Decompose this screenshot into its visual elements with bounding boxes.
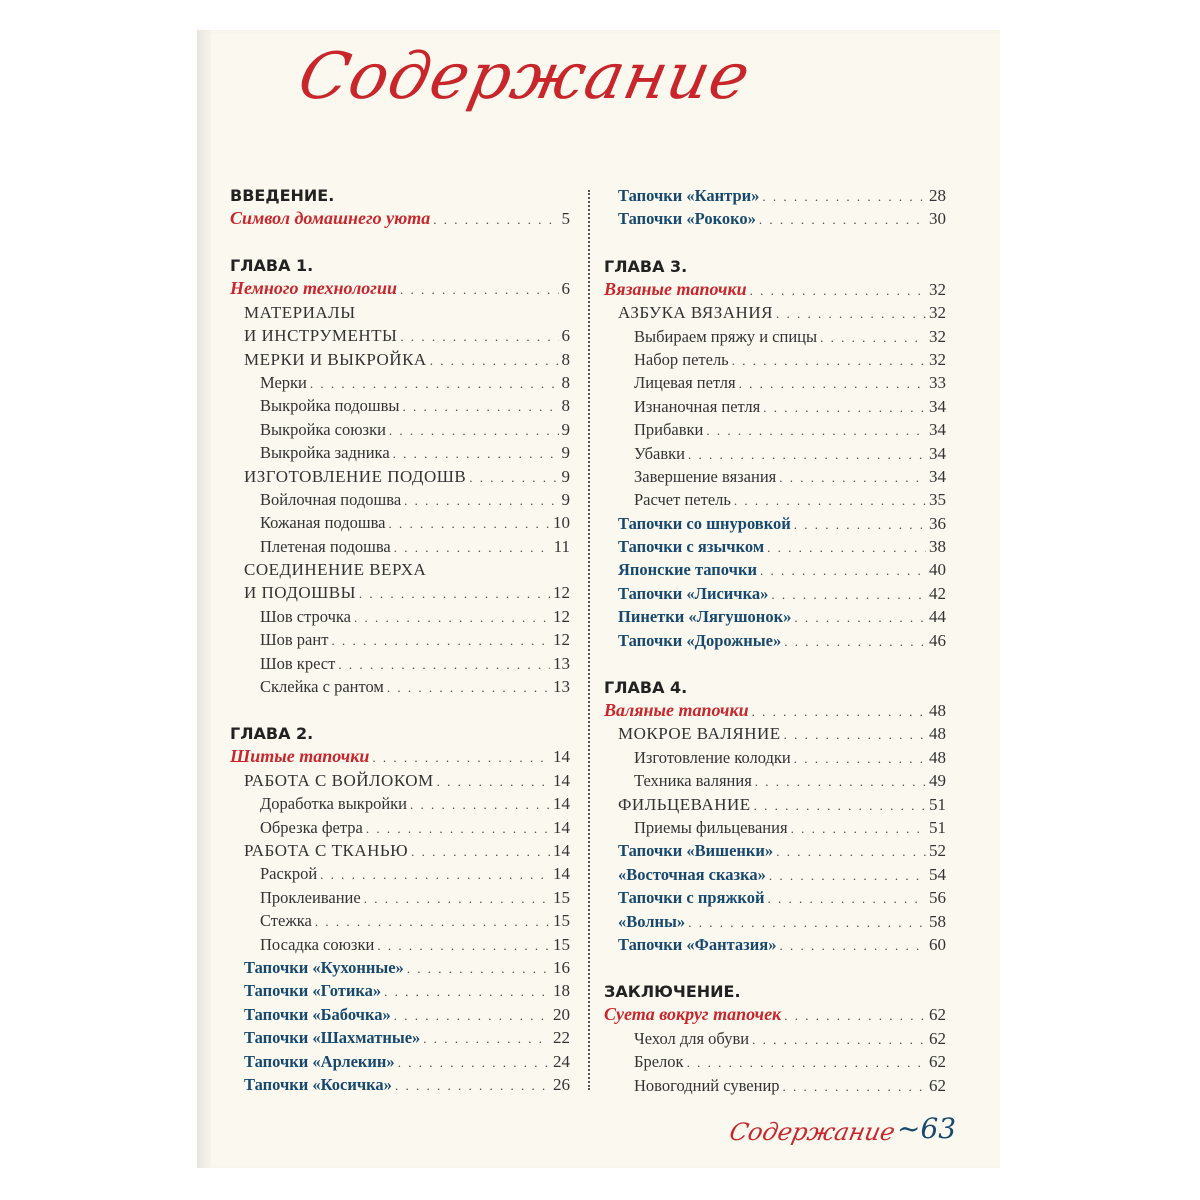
toc-entry[interactable] xyxy=(604,371,946,394)
toc-entry-page: 60 xyxy=(929,934,946,954)
toc-left-column xyxy=(230,184,570,1096)
page-number: ~63 xyxy=(897,1112,957,1145)
toc-entry-title: Изнаночная петля xyxy=(634,396,761,416)
dot-leader xyxy=(469,466,558,489)
toc-entry[interactable] xyxy=(230,628,570,651)
dot-leader xyxy=(687,1051,926,1074)
toc-entry-page: 24 xyxy=(553,1051,570,1071)
toc-entry[interactable] xyxy=(604,933,946,956)
toc-entry[interactable] xyxy=(604,1074,946,1097)
toc-entry-page: 49 xyxy=(929,771,946,791)
dot-leader xyxy=(767,536,926,559)
toc-entry-title: ФИЛЬЦЕВАНИЕ xyxy=(618,794,751,814)
toc-entry-page: 48 xyxy=(929,747,946,767)
toc-entry[interactable] xyxy=(604,839,946,862)
toc-entry[interactable] xyxy=(230,418,570,441)
toc-entry-title: МОКРОЕ ВАЛЯНИЕ xyxy=(618,724,781,744)
toc-entry-title: СОЕДИНЕНИЕ ВЕРХА xyxy=(244,560,427,580)
toc-entry-title: Прибавки xyxy=(634,420,704,440)
toc-entry-page: 20 xyxy=(553,1004,570,1024)
toc-entry[interactable] xyxy=(230,909,570,932)
toc-entry-page: 9 xyxy=(561,489,570,509)
dot-leader xyxy=(331,629,550,652)
dot-leader xyxy=(433,208,558,231)
toc-entry[interactable] xyxy=(604,582,946,605)
toc-entry-title: Шов строчка xyxy=(260,606,352,626)
toc-entry[interactable] xyxy=(230,839,570,862)
toc-entry-page: 32 xyxy=(929,326,946,346)
toc-entry[interactable] xyxy=(604,816,946,839)
toc-entry-title: Лицевая петля xyxy=(634,373,736,393)
toc-entry[interactable] xyxy=(230,652,570,675)
dot-leader xyxy=(437,770,550,793)
toc-entry[interactable] xyxy=(604,605,946,628)
dot-leader xyxy=(794,513,926,536)
dot-leader xyxy=(430,349,559,372)
column-divider xyxy=(588,190,590,1090)
toc-entry-title: Тапочки «Арлекин» xyxy=(244,1051,395,1071)
toc-entry-title: Тапочки «Лисичка» xyxy=(618,583,769,603)
dot-leader xyxy=(315,910,550,933)
toc-entry-page: 34 xyxy=(929,396,946,416)
toc-entry-title: Брелок xyxy=(634,1052,684,1072)
dot-leader xyxy=(784,723,926,746)
toc-entry-title: Склейка с рантом xyxy=(260,677,384,697)
toc-entry-title: Суета вокруг тапочек xyxy=(604,1004,782,1025)
dot-leader xyxy=(388,512,550,535)
toc-entry-page: 14 xyxy=(553,747,570,767)
toc-entry-title: Новогодний сувенир xyxy=(634,1075,780,1095)
toc-entry-title: Символ домашнего уюта xyxy=(230,208,431,228)
toc-entry-page: 28 xyxy=(929,186,946,205)
toc-entry-title: Убавки xyxy=(634,443,685,463)
toc-entry-page: 56 xyxy=(929,888,946,908)
toc-entry-title: Доработка выкройки xyxy=(260,794,408,814)
toc-entry[interactable] xyxy=(604,442,946,465)
toc-entry[interactable] xyxy=(230,886,570,909)
toc-entry-title: Плетеная подошва xyxy=(260,536,391,556)
toc-entry[interactable] xyxy=(230,465,570,488)
toc-entry-title: Вязаные тапочки xyxy=(604,278,747,299)
toc-right-column xyxy=(604,184,946,1097)
toc-entry[interactable] xyxy=(604,395,946,418)
toc-entry-title: Тапочки «Дорожные» xyxy=(618,630,782,650)
toc-entry-title: Проклеивание xyxy=(260,887,361,907)
toc-entry-page: 58 xyxy=(929,911,946,931)
dot-leader xyxy=(734,489,926,512)
toc-entry-title: Шов рант xyxy=(260,630,329,650)
dot-leader xyxy=(769,864,926,887)
toc-entry-title: Посадка союзки xyxy=(260,934,375,954)
toc-entry-title: И ПОДОШВЫ xyxy=(244,583,356,603)
dot-leader xyxy=(411,840,550,863)
chapter-heading: ГЛАВА 3. xyxy=(604,256,688,276)
toc-entry-title: Тапочки с язычком xyxy=(618,537,765,557)
toc-entry[interactable] xyxy=(604,512,946,535)
dot-leader xyxy=(750,279,926,302)
toc-entry-page: 62 xyxy=(929,1052,946,1072)
toc-entry-title: Тапочки «Шахматные» xyxy=(244,1028,421,1048)
toc-entry-title: АЗБУКА ВЯЗАНИЯ xyxy=(618,303,773,323)
toc-entry[interactable] xyxy=(230,745,570,768)
toc-entry-title: Расчет петель xyxy=(634,490,731,510)
dot-leader xyxy=(394,536,551,559)
dot-leader xyxy=(372,746,550,769)
dot-leader xyxy=(389,419,559,442)
toc-entry[interactable] xyxy=(230,862,570,885)
dot-leader xyxy=(400,278,559,301)
toc-entry[interactable] xyxy=(604,488,946,511)
toc-entry-page: 14 xyxy=(553,840,570,860)
toc-entry-title: Обрезка фетра xyxy=(260,817,363,837)
toc-entry-page: 32 xyxy=(929,303,946,323)
toc-entry-title: Тапочки с пряжкой xyxy=(618,888,765,908)
toc-entry-page: 12 xyxy=(553,583,570,603)
toc-entry-page: 34 xyxy=(929,443,946,463)
chapter-heading: ГЛАВА 2. xyxy=(230,724,314,744)
toc-entry[interactable] xyxy=(230,371,570,394)
toc-entry-title: Немного технологии xyxy=(230,278,397,299)
dot-leader xyxy=(759,208,926,231)
dot-leader xyxy=(377,934,550,957)
toc-entry-title: «Волны» xyxy=(618,911,686,931)
dot-leader xyxy=(394,1004,550,1027)
dot-leader xyxy=(752,1028,926,1051)
toc-entry[interactable] xyxy=(230,511,570,534)
dot-leader xyxy=(783,1075,926,1098)
toc-entry[interactable] xyxy=(604,348,946,371)
dot-leader xyxy=(407,957,550,980)
dot-leader xyxy=(404,489,558,512)
dot-leader xyxy=(338,653,550,676)
toc-entry-page: 14 xyxy=(553,817,570,837)
dot-leader xyxy=(395,1074,550,1097)
toc-entry-title: Выкройка задника xyxy=(260,443,390,463)
section-gap xyxy=(604,652,946,676)
toc-entry-page: 32 xyxy=(929,279,946,299)
toc-entry-title: Тапочки со шнуровкой xyxy=(618,513,791,533)
toc-entry[interactable] xyxy=(230,792,570,815)
toc-entry-page: 44 xyxy=(929,607,946,627)
toc-entry-page: 42 xyxy=(929,583,946,603)
toc-entry-page: 6 xyxy=(561,279,570,299)
toc-entry-title: Выкройка подошвы xyxy=(260,396,400,416)
page-binding-edge xyxy=(197,30,211,1168)
toc-entry[interactable] xyxy=(604,722,946,745)
dot-leader xyxy=(760,559,926,582)
toc-entry-page: 12 xyxy=(553,606,570,626)
toc-entry-page: 14 xyxy=(553,770,570,790)
dot-leader xyxy=(771,583,926,606)
toc-entry[interactable] xyxy=(604,746,946,769)
toc-entry-title: Тапочки «Кухонные» xyxy=(244,957,404,977)
dot-leader xyxy=(387,676,550,699)
toc-entry[interactable] xyxy=(230,441,570,464)
toc-entry[interactable] xyxy=(604,886,946,909)
dot-leader xyxy=(754,794,926,817)
toc-entry-title: Пинетки «Лягушонок» xyxy=(618,607,792,627)
toc-entry[interactable] xyxy=(604,910,946,933)
toc-entry[interactable] xyxy=(604,699,946,722)
dot-leader xyxy=(794,606,926,629)
toc-entry[interactable] xyxy=(230,979,570,1002)
toc-entry-page: 48 xyxy=(929,724,946,744)
toc-entry-title: Шитые тапочки xyxy=(230,746,370,767)
page-title: Содержание xyxy=(292,40,757,114)
dot-leader xyxy=(366,817,550,840)
dot-leader xyxy=(763,396,926,419)
toc-entry-page: 36 xyxy=(929,513,946,533)
toc-entry[interactable] xyxy=(230,394,570,417)
toc-entry[interactable] xyxy=(604,465,946,488)
toc-entry-page: 10 xyxy=(553,513,570,533)
section-gap xyxy=(604,231,946,255)
toc-entry[interactable] xyxy=(230,1026,570,1049)
toc-entry-title: Тапочки «Готика» xyxy=(244,981,382,1001)
toc-entry-page: 13 xyxy=(553,677,570,697)
toc-entry[interactable] xyxy=(230,1073,570,1096)
toc-entry[interactable] xyxy=(604,793,946,816)
toc-entry[interactable] xyxy=(604,1027,946,1050)
toc-entry[interactable] xyxy=(230,277,570,300)
toc-entry-title: ИЗГОТОВЛЕНИЕ ПОДОШВ xyxy=(244,466,467,486)
toc-entry[interactable] xyxy=(230,605,570,628)
toc-entry[interactable] xyxy=(604,863,946,886)
toc-entry-page: 14 xyxy=(553,794,570,814)
toc-entry-title: Тапочки «Бабочка» xyxy=(244,1004,391,1024)
toc-entry-title: МАТЕРИАЛЫ xyxy=(244,302,356,322)
toc-entry-page: 16 xyxy=(553,957,570,977)
toc-entry-title: Шов крест xyxy=(260,653,336,673)
dot-leader xyxy=(820,326,926,349)
toc-entry-page: 34 xyxy=(929,466,946,486)
dot-leader xyxy=(393,442,559,465)
dot-leader xyxy=(739,372,926,395)
toc-entry-page: 14 xyxy=(553,864,570,884)
toc-entry-title: Мерки xyxy=(260,372,307,392)
toc-entry-title: Войлочная подошва xyxy=(260,489,402,509)
toc-entry-title: Чехол для обуви xyxy=(634,1028,750,1048)
toc-entry-page: 9 xyxy=(561,443,570,463)
toc-entry[interactable] xyxy=(230,207,570,230)
toc-entry-page: 40 xyxy=(929,560,946,580)
dot-leader xyxy=(410,793,550,816)
toc-entry-page: 26 xyxy=(553,1074,570,1094)
toc-entry-title: Тапочки «Фантазия» xyxy=(618,934,777,954)
dot-leader xyxy=(776,840,926,863)
toc-entry[interactable] xyxy=(604,535,946,558)
toc-entry-title: Выкройка союзки xyxy=(260,419,386,439)
section-gap xyxy=(230,698,570,722)
toc-entry-title: Тапочки «Косичка» xyxy=(244,1074,392,1094)
toc-entry-page: 54 xyxy=(929,864,946,884)
toc-entry-title: РАБОТА С ТКАНЬЮ xyxy=(244,840,409,860)
toc-entry[interactable] xyxy=(230,816,570,839)
dot-leader xyxy=(732,349,926,372)
toc-entry-page: 18 xyxy=(553,981,570,1001)
toc-entry[interactable] xyxy=(604,184,946,207)
dot-leader xyxy=(779,466,926,489)
toc-entry-page: 13 xyxy=(553,653,570,673)
dot-leader xyxy=(784,630,926,653)
toc-entry-page: 30 xyxy=(929,209,946,229)
toc-entry-page: 8 xyxy=(561,372,570,392)
dot-leader xyxy=(403,395,559,418)
chapter-heading: ВВЕДЕНИЕ. xyxy=(230,186,335,205)
dot-leader xyxy=(320,863,550,886)
toc-entry[interactable] xyxy=(230,348,570,371)
toc-entry[interactable] xyxy=(230,1050,570,1073)
toc-entry-page: 62 xyxy=(929,1005,946,1025)
toc-entry[interactable] xyxy=(604,629,946,652)
toc-entry[interactable] xyxy=(230,1003,570,1026)
toc-entry-page: 35 xyxy=(929,490,946,510)
dot-leader xyxy=(310,372,559,395)
toc-entry[interactable] xyxy=(230,535,570,558)
dot-leader xyxy=(762,185,926,208)
toc-entry-title: И ИНСТРУМЕНТЫ xyxy=(244,326,398,346)
dot-leader xyxy=(364,887,550,910)
toc-entry-page: 8 xyxy=(561,396,570,416)
toc-entry-page: 38 xyxy=(929,537,946,557)
toc-entry-title: «Восточная сказка» xyxy=(618,864,766,884)
toc-entry[interactable] xyxy=(230,956,570,979)
toc-entry-page: 62 xyxy=(929,1075,946,1095)
dot-leader xyxy=(794,747,926,770)
toc-entry-page: 9 xyxy=(561,419,570,439)
toc-entry-page: 48 xyxy=(929,701,946,721)
toc-entry[interactable] xyxy=(230,324,570,347)
dot-leader xyxy=(688,443,926,466)
chapter-heading: ГЛАВА 4. xyxy=(604,678,688,698)
toc-entry-page: 34 xyxy=(929,420,946,440)
footer-label: Содержание xyxy=(727,1118,898,1146)
dot-leader xyxy=(755,770,926,793)
toc-entry-title: Изготовление колодки xyxy=(634,747,791,767)
toc-entry[interactable] xyxy=(230,558,570,581)
chapter-heading: ГЛАВА 1. xyxy=(230,256,314,276)
toc-entry-page: 15 xyxy=(553,934,570,954)
toc-entry-title: Тапочки «Рококо» xyxy=(618,209,756,229)
toc-entry-title: Японские тапочки xyxy=(618,560,757,580)
toc-entry-page: 32 xyxy=(929,349,946,369)
dot-leader xyxy=(423,1027,550,1050)
toc-entry-title: РАБОТА С ВОЙЛОКОМ xyxy=(244,770,434,790)
dot-leader xyxy=(398,1051,550,1074)
toc-entry-page: 62 xyxy=(929,1028,946,1048)
toc-entry-page: 52 xyxy=(929,841,946,861)
dot-leader xyxy=(779,934,926,957)
toc-entry-title: Выбираем пряжу и спицы xyxy=(634,326,818,346)
toc-entry[interactable] xyxy=(230,675,570,698)
toc-entry[interactable] xyxy=(604,278,946,301)
toc-entry-page: 8 xyxy=(561,349,570,369)
toc-entry-page: 9 xyxy=(561,466,570,486)
toc-entry[interactable] xyxy=(604,1003,946,1026)
toc-entry-title: Кожаная подошва xyxy=(260,513,386,533)
dot-leader xyxy=(752,700,926,723)
toc-entry-title: Завершение вязания xyxy=(634,466,777,486)
toc-entry[interactable] xyxy=(230,488,570,511)
toc-entry-page: 12 xyxy=(553,630,570,650)
toc-entry-page: 33 xyxy=(929,373,946,393)
dot-leader xyxy=(706,419,926,442)
toc-entry-title: МЕРКИ И ВЫКРОЙКА xyxy=(244,349,427,369)
dot-leader xyxy=(791,817,926,840)
toc-entry[interactable] xyxy=(604,301,946,324)
toc-entry-title: Стежка xyxy=(260,911,312,931)
toc-entry[interactable] xyxy=(230,769,570,792)
toc-entry[interactable] xyxy=(604,769,946,792)
toc-entry[interactable] xyxy=(230,301,570,324)
toc-entry-page: 22 xyxy=(553,1028,570,1048)
dot-leader xyxy=(400,325,558,348)
toc-entry[interactable] xyxy=(604,1050,946,1073)
toc-entry-title: Тапочки «Кантри» xyxy=(618,186,760,205)
toc-entry-title: Валяные тапочки xyxy=(604,700,749,721)
dot-leader xyxy=(354,606,550,629)
toc-entry[interactable] xyxy=(604,325,946,348)
section-gap xyxy=(604,956,946,980)
section-gap xyxy=(230,230,570,254)
toc-entry-title: Набор петель xyxy=(634,349,729,369)
toc-entry[interactable] xyxy=(230,581,570,604)
toc-entry[interactable] xyxy=(604,207,946,230)
toc-entry[interactable] xyxy=(604,558,946,581)
toc-entry[interactable] xyxy=(230,933,570,956)
toc-entry-title: Техника валяния xyxy=(634,771,752,791)
toc-entry-page: 46 xyxy=(929,630,946,650)
toc-entry-title: Тапочки «Вишенки» xyxy=(618,841,774,861)
toc-entry-page: 6 xyxy=(561,326,570,346)
toc-entry-page: 51 xyxy=(929,794,946,814)
toc-entry-title: Приемы фильцевания xyxy=(634,817,788,837)
dot-leader xyxy=(784,1004,926,1027)
toc-entry-page: 51 xyxy=(929,817,946,837)
toc-entry[interactable] xyxy=(604,418,946,441)
dot-leader xyxy=(359,582,550,605)
toc-entry-title: Раскрой xyxy=(260,864,318,884)
dot-leader xyxy=(384,980,550,1003)
dot-leader xyxy=(767,887,926,910)
toc-entry-page: 15 xyxy=(553,887,570,907)
toc-entry-page: 15 xyxy=(553,911,570,931)
toc-entry-page: 11 xyxy=(553,536,570,556)
dot-leader xyxy=(776,302,926,325)
toc-entry-page: 5 xyxy=(561,209,570,228)
chapter-heading: ЗАКЛЮЧЕНИЕ. xyxy=(604,982,741,1002)
dot-leader xyxy=(688,911,926,934)
